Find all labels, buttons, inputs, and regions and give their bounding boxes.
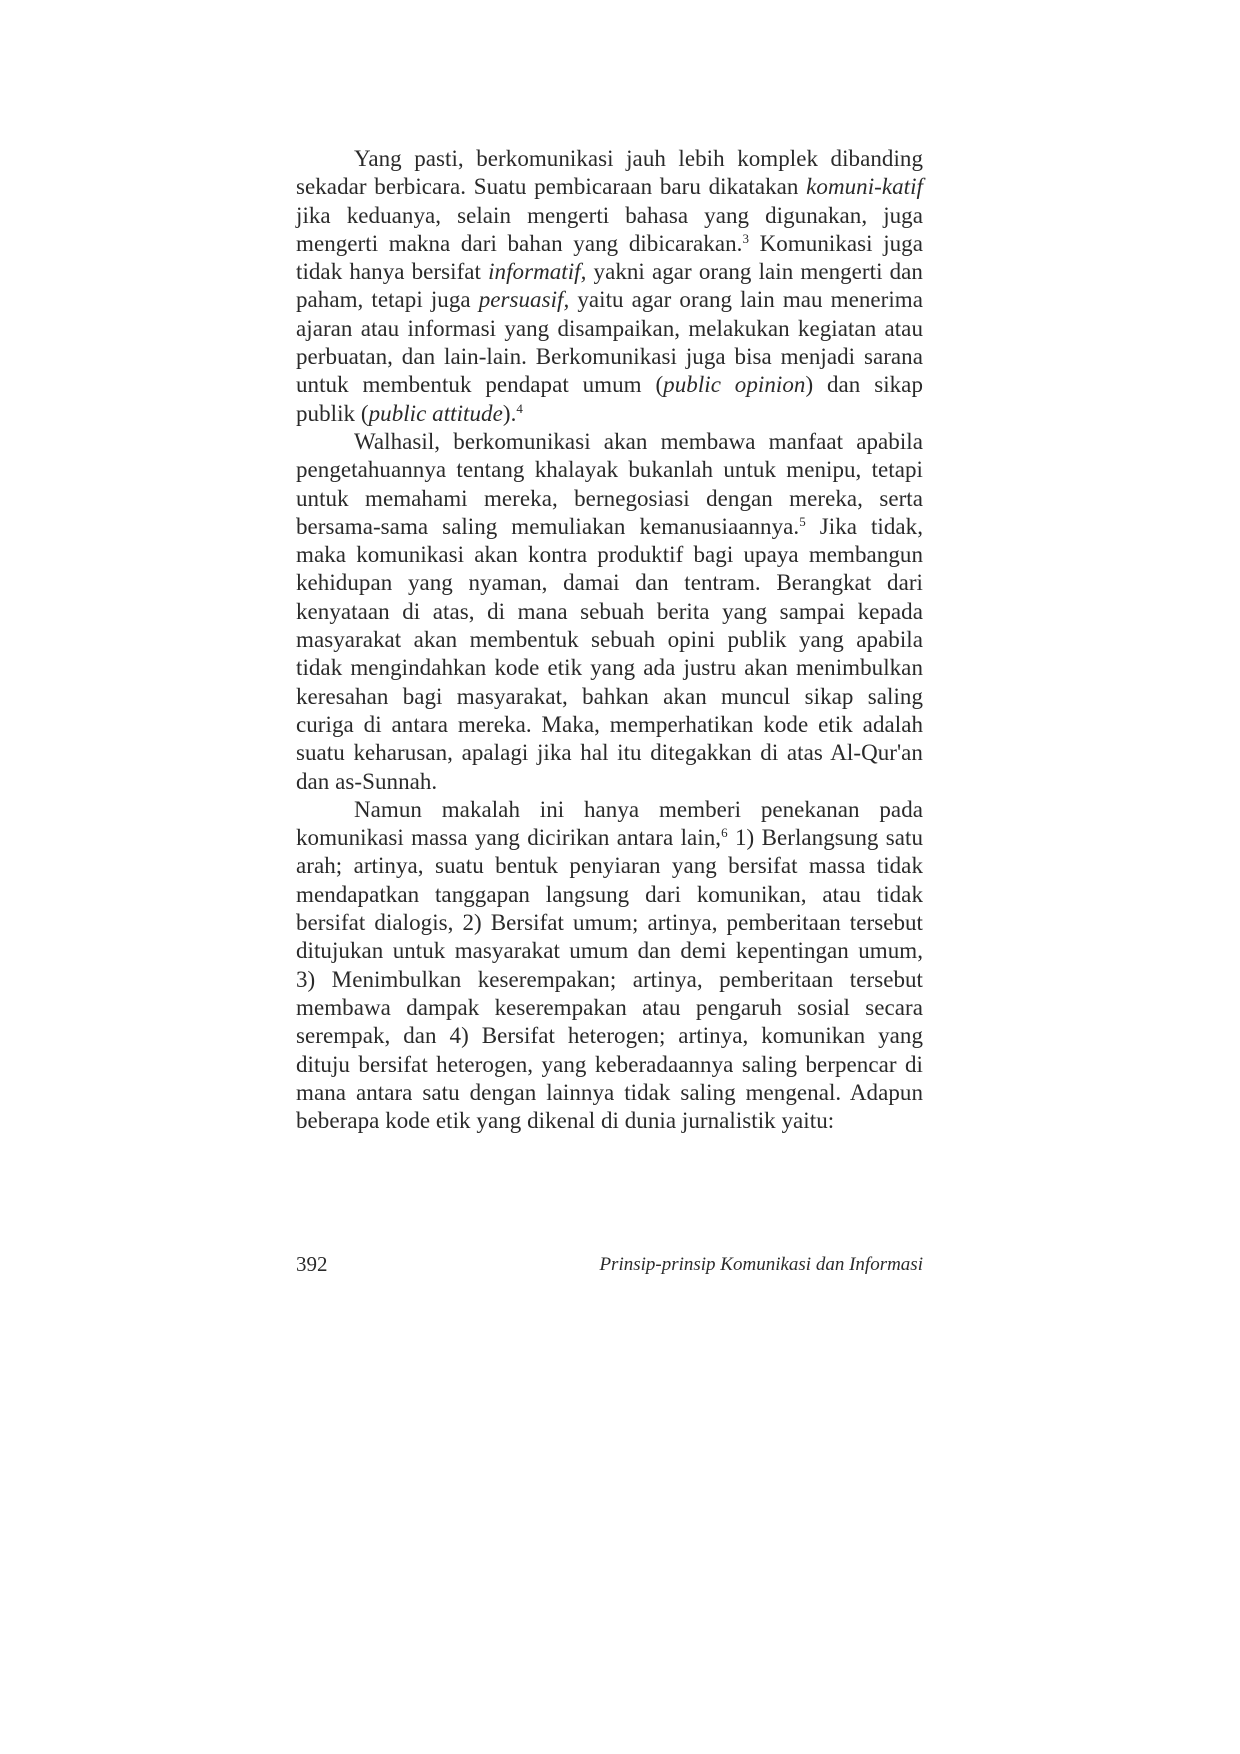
- p1-italic-komunikatif: komuni-katif: [806, 174, 923, 200]
- paragraph-1: [296, 145, 923, 428]
- p1-italic-public-attitude: public attitude: [368, 400, 503, 426]
- running-title: Prinsip-prinsip Komunikasi dan Informasi: [599, 1254, 923, 1275]
- paragraph-2: [296, 428, 923, 796]
- p1-italic-persuasif: persuasif,: [478, 287, 570, 313]
- p1-text-3: Komunikasi juga tidak hanya bersifat: [296, 230, 923, 285]
- footnote-ref-5: 5: [799, 514, 806, 530]
- footnote-ref-6: 6: [721, 825, 728, 841]
- footnote-ref-4: 4: [516, 400, 523, 416]
- body-text: [296, 145, 923, 1135]
- p3-text-1: Namun makalah ini hanya memberi penekanan pada komunikasi massa yang dicirikan antara lain,: [296, 796, 923, 851]
- page-number: 392: [296, 1252, 328, 1276]
- p3-text-2: 1) Berlangsung satu arah; artinya, suatu bentuk penyiaran yang bersifat massa tidak mendapatkan tanggapan langsung dari komunikan, atau tidak bersifat dialogis, 2) Bersifat umum; artinya, pemberitaan tersebut ditujukan untuk masyarakat umum dan demi kepentingan umum, 3) Menimbulkan keserempakan; artinya, pemberitaan tersebut membawa dampak keserempakan atau pengaruh sosial secara serempak, dan 4) Bersifat heterogen; artinya, komunikan yang dituju bersifat heterogen, yang keberadaannya saling berpencar di mana antara satu dengan lainnya tidak saling mengenal. Adapun beberapa kode etik yang dikenal di dunia jurnalistik yaitu:: [296, 825, 924, 1134]
- p1-text-6: ) dan sikap publik (: [296, 372, 923, 426]
- p1-text-7: ).: [502, 400, 517, 426]
- p1-italic-public-opinion: public opinion: [663, 372, 806, 398]
- p1-text-1: Yang pasti, berkomunikasi jauh lebih komplek dibanding sekadar berbicara. Suatu pembicaraan baru dikatakan: [296, 146, 923, 200]
- p1-text-5: yaitu agar orang lain mau menerima ajaran atau informasi yang disampaikan, melakukan kegiatan atau perbuatan, dan lain-lain. Berkomunikasi juga bisa menjadi sarana untuk membentuk pendapat umum (: [296, 287, 923, 398]
- footnote-ref-3: 3: [742, 231, 750, 247]
- p1-text-4: yakni agar orang lain mengerti dan paham, tetapi juga: [296, 259, 923, 313]
- p2-text-1: Walhasil, berkomunikasi akan membawa manfaat apabila pengetahuannya tentang khalayak bukanlah untuk menipu, tetapi untuk memahami mereka, bernegosiasi dengan mereka, serta bersama-sama saling memuliakan kemanusiaannya.: [296, 428, 923, 539]
- p1-italic-informatif: informatif,: [488, 259, 587, 285]
- p1-text-2: jika keduanya, selain mengerti bahasa yang digunakan, juga mengerti makna dari bahan yang dibicarakan.: [296, 202, 923, 256]
- p2-text-2: Jika tidak, maka komunikasi akan kontra produktif bagi upaya membangun kehidupan yang nyaman, damai dan tentram. Berangkat dari kenyataan di atas, di mana sebuah berita yang sampai kepada masyarakat akan membentuk sebuah opini publik yang apabila tidak mengindahkan kode etik yang ada justru akan menimbulkan keresahan bagi masyarakat, bahkan akan muncul sikap saling curiga di antara mereka. Maka, memperhatikan kode etik adalah suatu keharusan, apalagi jika hal itu ditegakkan di atas Al-Qur'an dan as-Sunnah.: [296, 513, 924, 794]
- paragraph-3: [296, 796, 923, 1136]
